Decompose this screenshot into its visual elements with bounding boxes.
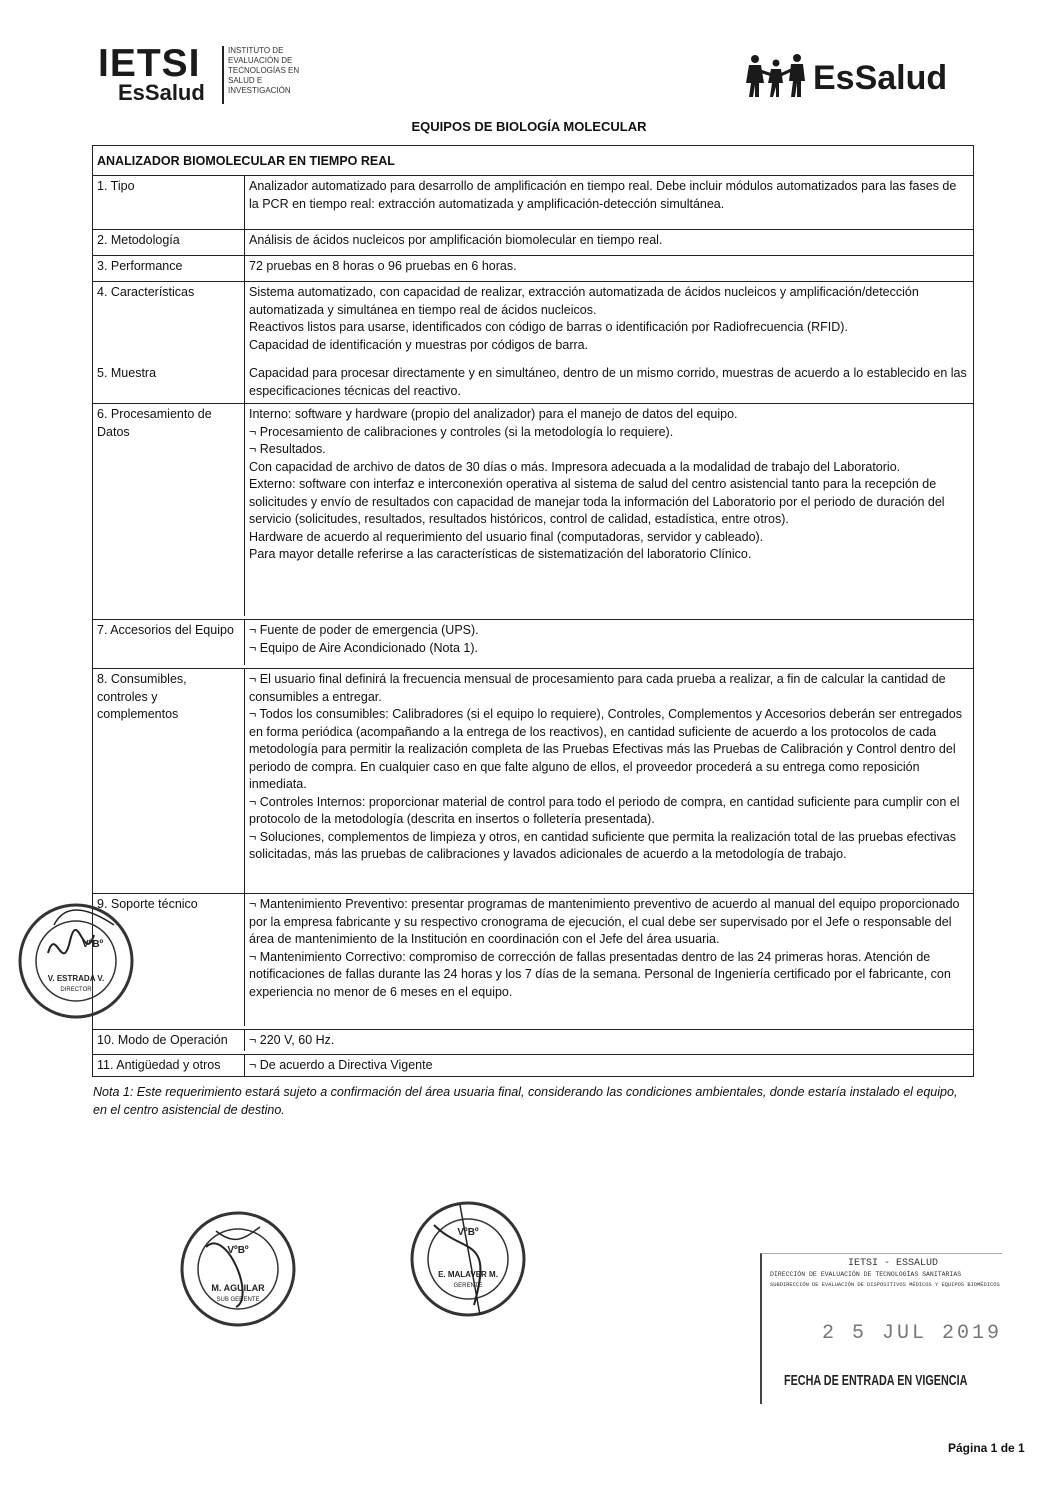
row-value [245,404,973,616]
table-row [93,1029,973,1051]
row-text: ¬ Resultados. [249,442,326,456]
stamp-org: IETSI - ESSALUD [848,1258,939,1269]
stamp-line: DIRECCIÓN DE EVALUACIÓN DE TECNOLOGÍAS SANITARIAS [770,1271,962,1278]
family-icon [745,53,809,99]
seal-role: GERENTE [453,1283,483,1289]
row-text: Para mayor detalle referirse a las características de sistematización del laboratorio Clínico. [249,547,752,561]
row-label: 2. Metodología [93,230,245,255]
table-row [93,229,973,255]
seal-vb: VºBº [227,1245,249,1256]
row-text: ¬ Soluciones, complementos de limpieza y otros, en cantidad suficiente que permita la realización total de las pruebas efectivas solicitadas, más las pruebas de calibraciones y lavados adicionales de acuerdo a la metodología de trabajo. [249,829,956,861]
row-text: Con capacidad de archivo de datos de 30 días o más. Impresora adecuada a la modalidad de trabajo del Laboratorio. [249,459,901,474]
row-label: 7. Accesorios del Equipo [93,620,245,665]
table-row [93,619,973,665]
essalud-wordmark: EsSalud [813,59,948,97]
row-text: ¬ De acuerdo a Directiva Vigente [249,1058,433,1072]
seal-role: SUB GERENTE [216,1297,260,1303]
ietsi-line: EVALUACIÓN DE [228,56,293,65]
row-text: ¬ Fuente de poder de emergencia (UPS). [249,623,479,637]
ietsi-line: INVESTIGACIÓN [228,86,291,95]
row-value [245,894,973,1026]
spec-table [92,145,974,1077]
stamp-date: 2 5 JUL 2019 [822,1322,1003,1345]
row-label: 9. Soporte técnico [93,894,245,1026]
row-label: 1. Tipo [93,176,245,229]
ietsi-tagline [228,46,299,96]
stamp-label: FECHA DE ENTRADA EN VIGENCIA [784,1372,968,1389]
row-text: ¬ 220 V, 60 Hz. [249,1033,335,1047]
row-label: 10. Modo de Operación [93,1030,245,1051]
seal-name: E. MALAVER M. [438,1270,498,1279]
table-row [93,363,973,403]
row-label: 5. Muestra [93,363,245,403]
row-value [245,282,973,363]
row-text: ¬ Mantenimiento Preventivo: presentar programas de mantenimiento preventivo de acuerdo al manual del equipo proporcionado por la empresa fabricante y su respectivo cronograma de ejecución, el cual debe ser supervisado por el Jefe o responsable del área de mantenimiento de la Institución en coordinación con el Jefe del área usuaria. [249,897,960,946]
row-value [245,620,973,665]
row-value [245,1030,973,1051]
row-text: ¬ Mantenimiento Correctivo: compromiso de corrección de fallas presentadas dentro de las 24 primeras horas. Atención de notificaciones de fallas durante las 24 horas y los 7 días de la semana. Personal de Ingeniería certificado por el fabricante, con experiencia no menor de 6 meses en el equipo. [249,949,951,999]
ietsi-line: TECNOLOGÍAS EN [228,66,300,75]
document-title: EQUIPOS DE BIOLOGÍA MOLECULAR [411,119,647,134]
table-row [93,281,973,363]
row-text: Sistema automatizado, con capacidad de realizar, extracción automatizada de ácidos nucleicos y amplificación/detección automatizada y simultánea en tiempo real de ácidos nucleicos. [249,285,919,317]
row-label: 8. Consumibles, controles y complementos [93,669,245,893]
ietsi-sub: EsSalud [118,80,205,105]
row-value [245,230,973,255]
row-text: ¬ Controles Internos: proporcionar material de control para todo el periodo de compra, en cantidad suficiente para cumplir con el protocolo de la metodología (descrita en insertos o folletería presentada). [249,794,960,826]
row-value [245,363,973,403]
row-value [245,256,973,281]
row-text: ¬ Equipo de Aire Acondicionado (Nota 1). [249,640,478,655]
row-value [245,669,973,893]
row-text: Interno: software y hardware (propio del analizador) para el manejo de datos del equipo. [249,407,738,421]
row-text: Reactivos listos para usarse, identificados con código de barras o identificación por Radiofrecuencia (RFID). [249,320,848,334]
table-row [93,403,973,616]
row-text: Analizador automatizado para desarrollo de amplificación en tiempo real. Debe incluir módulos automatizados para las fases de la PCR en tiempo real: extracción automatizada y amplificación-detección simultánea. [249,179,957,211]
table-row [93,176,973,229]
row-value [245,1055,973,1076]
seal-vb: VºBº [82,939,104,950]
row-text: Capacidad de identificación y muestras por códigos de barra. [249,337,589,352]
row-text: Hardware de acuerdo al requerimiento del usuario final (computadoras, servidor y cableado). [249,529,764,544]
table-row [93,668,973,893]
table-row [93,255,973,281]
table-title: ANALIZADOR BIOMOLECULAR EN TIEMPO REAL [93,146,973,176]
seal-role: DIRECTOR [60,987,92,993]
footnote: Nota 1: Este requerimiento estará sujeto a confirmación del área usuaria final, considerando las condiciones ambientales, donde estaría instalado el equipo, en el centro asistencial de destino. [93,1085,958,1117]
stamp-line: SUBDIRECCIÓN DE EVALUACIÓN DE DISPOSITIVOS MÉDICOS Y EQUIPOS BIOMÉDICOS [770,1282,1000,1288]
row-text: Análisis de ácidos nucleicos por amplificación biomolecular en tiempo real. [249,233,663,247]
seal-vb: VºBº [457,1227,479,1238]
row-text: ¬ Todos los consumibles: Calibradores (si el equipo lo requiere), Controles, Complementos y Accesorios deberán ser entregados en forma periódica (acompañando a la entrega de los reactivos), en cantidad suficiente de acuerdo a los protocolos de cada metodología para permitir la realización completa de las Pruebas Efectivas más las Pruebas de Calibración y Control dentro del periodo de compra. En cualquier caso en que falte alguno de ellos, el proveedor procederá a su entrega como reposición inmediata. [249,707,962,791]
seal-name: M. AGUILAR [211,1283,265,1293]
seal-name: V. ESTRADA V. [47,974,105,983]
essalud-logo [745,53,975,103]
row-text: ¬ El usuario final definirá la frecuencia mensual de procesamiento para cada prueba a realizar, a fin de calcular la cantidad de consumibles a entregar. [249,672,946,704]
row-text: 72 pruebas en 8 horas o 96 pruebas en 6 horas. [249,259,517,273]
approval-seal-malaver [404,1195,532,1323]
ietsi-divider [222,46,224,104]
approval-seal-left [14,895,138,1025]
receipt-stamp [760,1253,1002,1404]
row-text: Externo: software con interfaz e interconexión operativa al sistema de salud del centro asistencial tanto para la recepción de solicitudes y envío de resultados con capacidad de manejar toda la información del Laboratorio por el periodo de duración del servicio (solicitudes, resultados, resultados históricos, control de calidad, estadística, entre otros). [249,477,945,526]
row-text: ¬ Procesamiento de calibraciones y controles (si la metodología lo requiere). [249,424,674,439]
row-label: 6. Procesamiento de Datos [93,404,245,616]
row-text: Capacidad para procesar directamente y en simultáneo, dentro de un mismo corrido, muestras de acuerdo a lo establecido en las especificaciones técnicas del reactivo. [249,366,967,398]
row-label: 4. Características [93,282,245,363]
row-label: 11. Antigüedad y otros [93,1055,245,1076]
ietsi-logo [98,44,308,108]
row-value [245,176,973,229]
ietsi-brand: IETSI [98,42,201,85]
ietsi-line: SALUD E [228,76,263,85]
row-label: 3. Performance [93,256,245,281]
table-row [93,893,973,1026]
ietsi-line: INSTITUTO DE [228,46,284,55]
table-row [93,1054,973,1076]
page-number: Página 1 de 1 [948,1441,1025,1455]
approval-seal-aguilar [176,1207,300,1331]
